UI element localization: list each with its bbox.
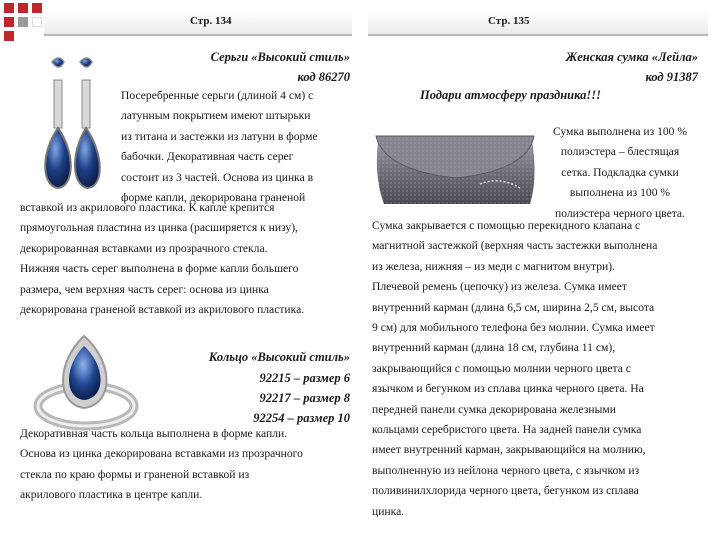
desc-line: 9 см) для мобильного телефона без молнии. Сумка имеет <box>372 321 655 335</box>
ring-title: Кольцо «Высокий стиль» <box>208 350 350 364</box>
desc-line: магнитной застежкой (верхняя часть застежки выполнена <box>372 239 658 253</box>
earrings-title: Серьги «Высокий стиль» <box>210 50 350 64</box>
desc-line: внутренний карман (длина 18 см, глубина 11 см), <box>372 341 616 355</box>
ring-image <box>30 332 142 432</box>
desc-line: Посеребренные серьги (длиной 4 см) с <box>121 89 314 102</box>
desc-line: прямоугольная пластина из цинка (расширяется к низу), <box>20 221 298 235</box>
ring-description <box>20 424 303 506</box>
desc-line: Сумка закрывается с помощью перекидного клапана с <box>372 219 641 232</box>
earrings-description-full <box>20 198 304 320</box>
left-page-header <box>44 12 352 36</box>
desc-line: выполненную из нейлона черного цвета, с язычком из <box>372 463 640 477</box>
right-page-number: Стр. 135 <box>488 15 530 27</box>
desc-line: вставкой из акрилового пластика. К капле крепится <box>20 201 275 214</box>
desc-line: полиэстера черного цвета. <box>555 206 685 220</box>
desc-line: Декоративная часть кольца выполнена в форме капли. <box>20 427 288 440</box>
desc-line: передней панели сумка декорирована железными <box>372 402 616 416</box>
right-page-header <box>368 12 708 36</box>
desc-line: Сумка выполнена из 100 % <box>552 125 688 138</box>
desc-line: бабочки. Декоративная часть серег <box>121 150 294 164</box>
desc-line: Основа из цинка декорирована вставками из прозрачного <box>20 447 303 461</box>
desc-line: Нижняя часть серег выполнена в форме капли большего <box>20 262 299 276</box>
left-page-number: Стр. 134 <box>190 15 232 27</box>
bag-image <box>370 118 540 210</box>
desc-line: из титана и застежки из латуни в форме <box>121 129 318 143</box>
earring-right <box>75 58 100 188</box>
desc-line: Плечевой ремень (цепочку) из железа. Сумка имеет <box>372 280 627 294</box>
earrings-image <box>32 54 112 194</box>
earrings-description-wrapped <box>121 86 318 208</box>
bag-title: Женская сумка «Лейла» <box>565 50 698 64</box>
desc-line: закрывающийся с помощью молнии черного цвета с <box>372 361 631 375</box>
earring-left <box>45 58 71 188</box>
desc-line: внутренний карман (длина 6,5 см, ширина 2,5 см, высота <box>372 300 655 314</box>
desc-line: поливинилхлорида черного цвета, бегунком из сплава <box>372 484 639 498</box>
desc-line: декорированная вставками из прозрачного стекла. <box>20 241 268 255</box>
desc-line: размера, чем верхняя часть серег: основа из цинка <box>20 282 269 296</box>
bag-code: код 91387 <box>645 70 698 84</box>
desc-line: выполнена из 100 % <box>569 186 671 200</box>
desc-line: состоит из 3 частей. Основа из цинка в <box>121 170 314 184</box>
ring-size-3: 92254 – размер 10 <box>253 411 350 425</box>
desc-line: сетка. Подкладка сумки <box>561 165 679 179</box>
desc-line: форме капли, декорирована граненой <box>121 191 306 205</box>
earrings-code: код 86270 <box>297 70 350 84</box>
desc-line: латунным покрытием имеют штырьки <box>121 109 311 123</box>
ring-size-2: 92217 – размер 8 <box>259 391 350 405</box>
ring-size-1: 92215 – размер 6 <box>259 371 350 385</box>
desc-line: акрилового пластика в центре капли. <box>20 488 203 502</box>
desc-line: имеет внутренний карман, закрывающийся на молнию, <box>372 443 646 457</box>
bag-description-wrapped <box>535 122 705 224</box>
desc-line: декорирована граненой вставкой из акрилового пластика. <box>20 303 305 317</box>
desc-line: кольцами серебристого цвета. На задней панели сумка <box>372 423 642 437</box>
desc-line: стекла по краю формы и граненой вставкой из <box>20 467 250 481</box>
desc-line: цинка. <box>372 504 405 518</box>
bag-description-full <box>372 216 657 522</box>
desc-line: из железа, нижняя – из меди с магнитом внутри). <box>372 259 615 273</box>
desc-line: язычком и бегунком из сплава цинка черного цвета. На <box>372 382 644 396</box>
bag-slogan: Подари атмосферу праздника!!! <box>420 88 601 102</box>
desc-line: полиэстера – блестящая <box>560 145 680 159</box>
